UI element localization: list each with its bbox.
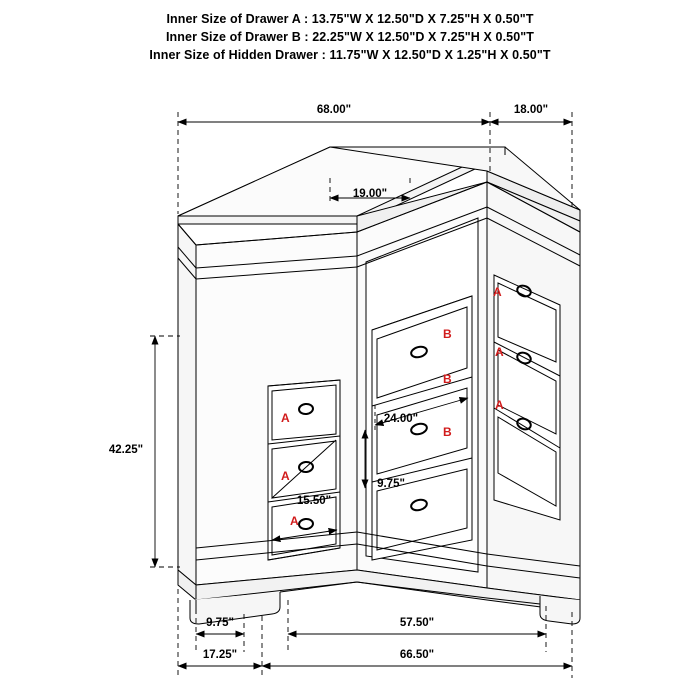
spec-line-drawer-b: Inner Size of Drawer B : 22.25"W X 12.50"D X 7.25"H X 0.50"T	[165, 30, 535, 44]
dim-top-width-right: 18.00"	[513, 104, 549, 116]
drawer-label-a-left-1: A	[281, 411, 290, 425]
furniture-body	[178, 147, 580, 624]
dim-base-foot: 17.25"	[202, 649, 238, 661]
dim-drawer-a-width: 15.50"	[296, 495, 332, 507]
dim-top-width-main: 68.00"	[316, 104, 352, 116]
dim-base-left: 9.75"	[206, 617, 234, 629]
dim-top-depth: 19.00"	[352, 188, 388, 200]
spec-line-hidden-drawer: Inner Size of Hidden Drawer : 11.75"W X 12.50"D X 1.25"H X 0.50"T	[149, 48, 551, 62]
dim-base-total: 66.50"	[399, 649, 435, 661]
drawer-label-a-left-2: A	[281, 469, 290, 483]
drawer-label-b-center-2: B	[443, 372, 452, 386]
drawer-label-a-right-1: A	[493, 285, 502, 299]
dim-drawer-b-height: 9.75"	[377, 478, 405, 490]
drawer-label-a-right-3: A	[495, 398, 504, 412]
dim-drawer-b-width: 24.00"	[383, 413, 419, 425]
drawer-label-a-right-2: A	[495, 345, 504, 359]
dim-base-center: 57.50"	[399, 617, 435, 629]
drawer-label-b-center-3: B	[443, 425, 452, 439]
drawer-label-b-center-1: B	[443, 327, 452, 341]
dim-overall-height: 42.25"	[108, 444, 144, 456]
drawer-label-a-left-3: A	[290, 514, 299, 528]
spec-line-drawer-a: Inner Size of Drawer A : 13.75"W X 12.50"D X 7.25"H X 0.50"T	[166, 12, 534, 26]
